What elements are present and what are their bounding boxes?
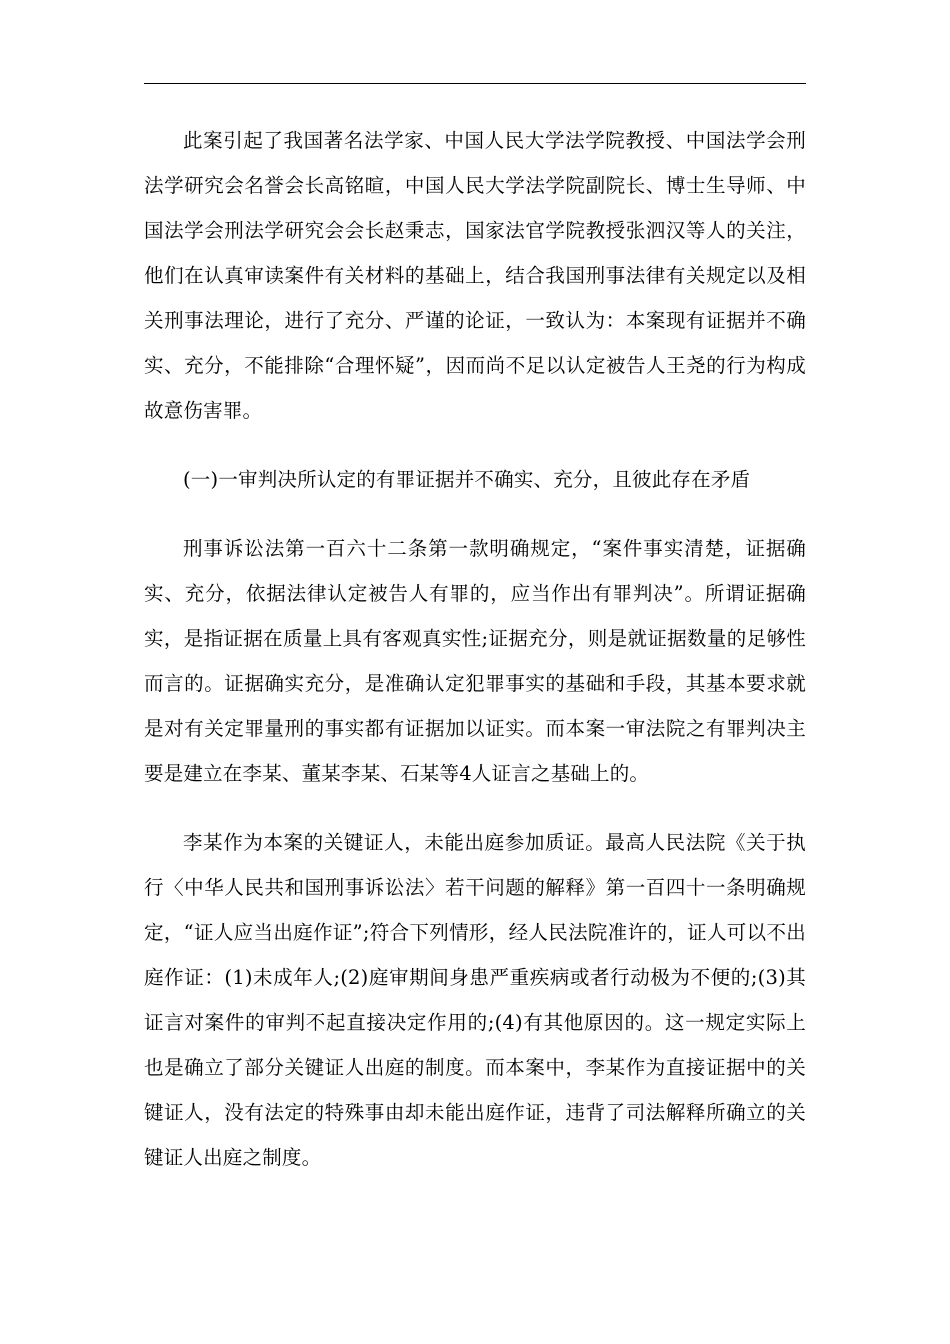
document-body [144,118,806,1180]
paragraph-criminal-procedure-law: 刑事诉讼法第一百六十二条第一款明确规定，“案件事实清楚，证据确实、充分，依据法律认定被告人有罪的，应当作出有罪判决”。所谓证据确实，是指证据在质量上具有客观真实性;证据充分，则是就证据数量的足够性而言的。证据确实充分，是准确认定犯罪事实的基础和手段，其基本要求就是对有关定罪量刑的事实都有证据加以证实。而本案一审法院之有罪判决主要是建立在李某、董某李某、石某等4人证言之基础上的。 [144,537,806,785]
paragraph-key-witness: 李某作为本案的关键证人，未能出庭参加质证。最高人民法院《关于执行〈中华人民共和国刑事诉讼法〉若干问题的解释》第一百四十一条明确规定，“证人应当出庭作证”;符合下列情形，经人民法院准许的，证人可以不出庭作证：(1)未成年人;(2)庭审期间身患严重疾病或者行动极为不便的;(3)其证言对案件的审判不起直接决定作用的;(4)有其他原因的。这一规定实际上也是确立了部分关键证人出庭的制度。而本案中，李某作为直接证据中的关键证人，没有法定的特殊事由却未能出庭作证，违背了司法解释所确立的关键证人出庭之制度。 [144,831,806,1169]
header-rule [144,83,806,84]
section-heading: (一)一审判决所认定的有罪证据并不确实、充分，且彼此存在矛盾 [183,468,751,491]
paragraph-experts-opinion: 此案引起了我国著名法学家、中国人民大学法学院教授、中国法学会刑法学研究会名誉会长高铭暄，中国人民大学法学院副院长、博士生导师、中国法学会刑法学研究会会长赵秉志，国家法官学院教授张泗汉等人的关注，他们在认真审读案件有关材料的基础上，结合我国刑事法律有关规定以及相关刑事法理论，进行了充分、严谨的论证，一致认为：本案现有证据并不确实、充分，不能排除“合理怀疑”，因而尚不足以认定被告人王尧的行为构成故意伤害罪。 [144,129,806,422]
